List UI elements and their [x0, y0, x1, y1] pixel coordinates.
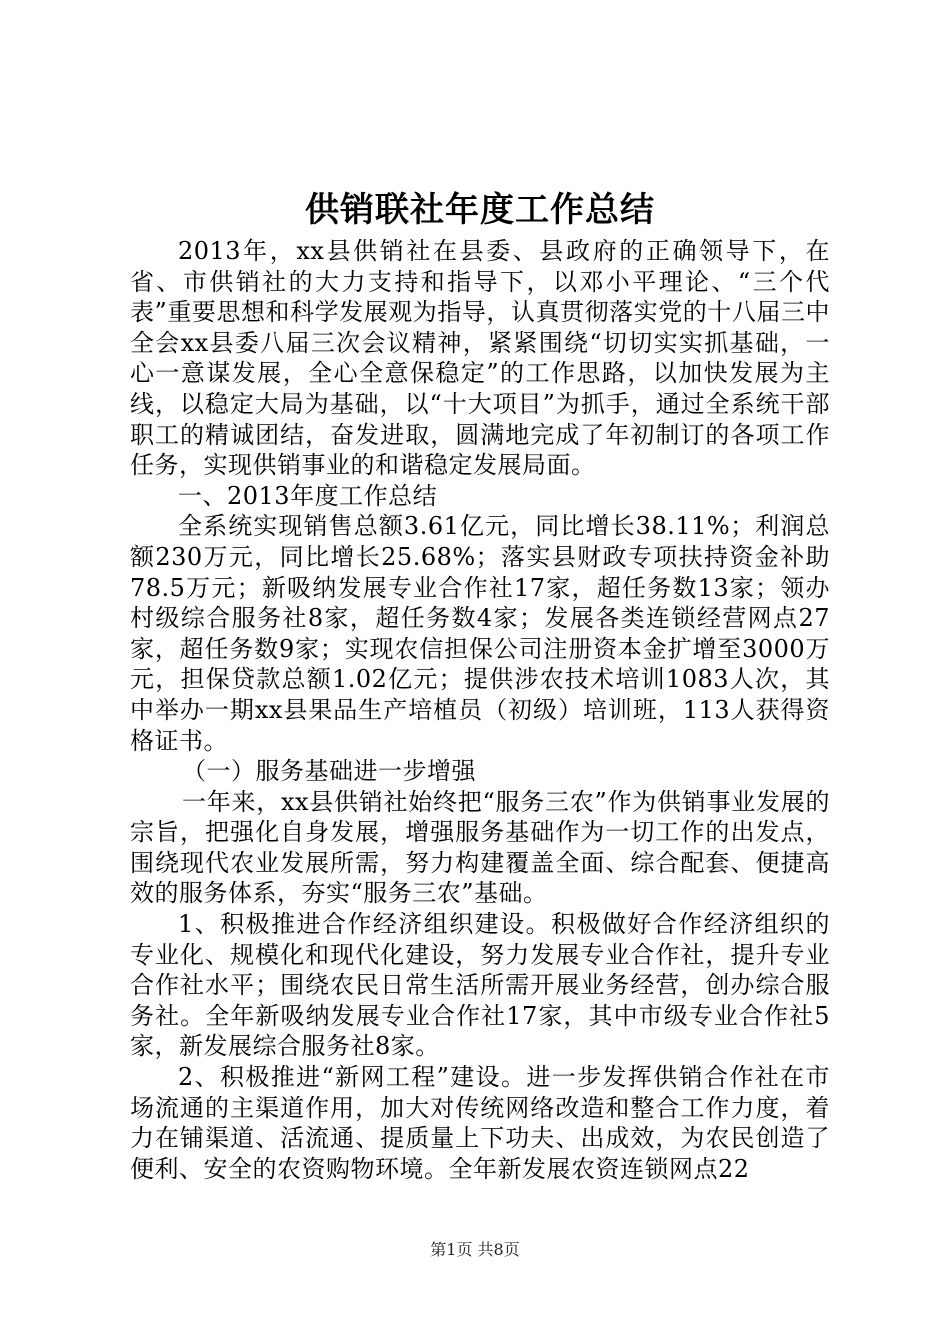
paragraph-intro: 2013年，xx县供销社在县委、县政府的正确领导下，在省、市供销社的大力支持和指导下，以邓小平理论、“三个代表”重要思想和科学发展观为指导，认真贯彻落实党的十八届三中全会xx县委八届三次会议精神，紧紧围绕“切切实实抓基础，一心一意谋发展，全心全意保稳定”的工作思路，以加快发展为主线，以稳定大局为基础，以“十大项目”为抓手，通过全系统干部职工的精诚团结，奋发进取，圆满地完成了年初制订的各项工作任务，实现供销事业的和谐稳定发展局面。 [130, 237, 830, 480]
document-title: 供销联社年度工作总结 [305, 190, 655, 230]
section-heading-1: 一、2013年度工作总结 [178, 481, 438, 510]
paragraph-service-base: 一年来，xx县供销社始终把“服务三农”作为供销事业发展的宗旨，把强化自身发展，增强服务基础作为一切工作的出发点，围绕现代农业发展所需，努力构建覆盖全面、综合配套、便捷高效的服务体系，夯实“服务三农”基础。 [130, 787, 830, 908]
paragraph-item-1: 1、积极推进合作经济组织建设。积极做好合作经济组织的专业化、规模化和现代化建设，努力发展专业合作社，提升专业合作社水平；围绕农民日常生活所需开展业务经营，创办综合服务社。全年新吸纳发展专业合作社17家，其中市级专业合作社5家，新发展综合服务社8家。 [130, 910, 830, 1061]
page-footer: 第1页 共8页 [430, 1240, 520, 1259]
subsection-heading-1: （一）服务基础进一步增强 [182, 757, 476, 786]
paragraph-item-2: 2、积极推进“新网工程”建设。进一步发挥供销合作社在市场流通的主渠道作用，加大对传统网络改造和整合工作力度，着力在铺渠道、活流通、提质量上下功夫、出成效，为农民创造了便利、安全的农资购物环境。全年新发展农资连锁网点22 [130, 1063, 830, 1183]
paragraph-summary-figures: 全系统实现销售总额3.61亿元，同比增长38.11%；利润总额230万元，同比增长25.68%；落实县财政专项扶持资金补助78.5万元；新吸纳发展专业合作社17家，超任务数13家；领办村级综合服务社8家，超任务数4家；发展各类连锁经营网点27家，超任务数9家；实现农信担保公司注册资本金扩增至3000万元，担保贷款总额1.02亿元；提供涉农技术培训1083人次，其中举办一期xx县果品生产培植员（初级）培训班，113人获得资格证书。 [130, 512, 830, 755]
document-page [130, 190, 830, 1184]
